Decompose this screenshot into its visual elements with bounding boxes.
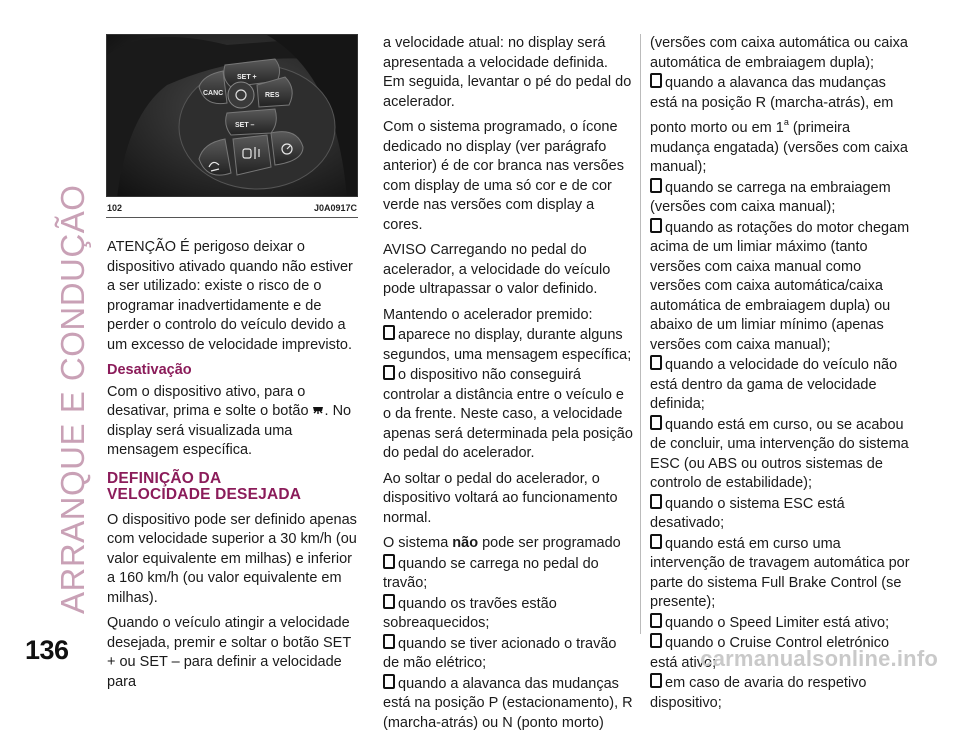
bullet-icon: [650, 494, 662, 509]
bullet-icon: [650, 613, 662, 628]
list-item: quando se carrega na embraiagem (versões com caixa manual);: [650, 178, 910, 218]
list-item: o dispositivo não conseguirá controlar a distância entre o veículo e o da frente. Neste caso, a velocidade apenas será determinada pela posição do pedal do acelerador.: [383, 365, 633, 464]
bullet-icon: [650, 355, 662, 370]
steering-wheel-controls-figure: [106, 34, 358, 197]
steering-wheel-illustration: [107, 35, 358, 197]
list-item: quando o Cruise Control eletrónico está ativo;: [650, 633, 910, 673]
text-column-3: [650, 34, 910, 713]
section-title: DEFINIÇÃO DA VELOCIDADE DESEJADA: [107, 471, 362, 503]
bullet-icon: [650, 178, 662, 193]
list-item: quando as rotações do motor chegam acima de um limiar máximo (tanto versões com caixa manual como versões com caixa automática/caixa automática de embraiagem dupla) ou abaixo de um limiar mínimo (apenas versões com caixa manual);: [650, 218, 910, 356]
list-item: quando o sistema ESC está desativado;: [650, 494, 910, 534]
list-item: quando está em curso, ou se acabou de concluir, uma intervenção do sistema ESC (ou ABS ou outros sistemas de controlo de estabilidade);: [650, 415, 910, 494]
list-item: quando a alavanca das mudanças está na posição P (estacionamento), R (marcha-atrás) ou N (ponto morto): [383, 674, 633, 733]
list-item: quando se tiver acionado o travão de mão elétrico;: [383, 634, 633, 674]
list-item: quando se carrega no pedal do travão;: [383, 554, 633, 594]
bullet-icon: [650, 415, 662, 430]
canc-button-label: CANC: [203, 90, 223, 97]
paragraph: a velocidade atual: no display será apresentada a velocidade definida. Em seguida, levantar o pé do pedal do acelerador.: [383, 34, 633, 112]
text-column-1: [107, 238, 362, 698]
list-item: quando a velocidade do veículo não está dentro da gama de velocidade definida;: [650, 355, 910, 415]
figure-number: 102: [107, 203, 122, 213]
bullet-icon: [383, 674, 395, 689]
set-plus-button-label: SET +: [237, 74, 257, 81]
watermark: carmanualsonline.info: [700, 646, 938, 672]
list-item: em caso de avaria do respetivo dispositivo;: [650, 673, 910, 713]
column-divider: [640, 34, 641, 634]
cruise-control-button-icon: [311, 403, 325, 417]
list-item: quando os travões estão sobreaquecidos;: [383, 594, 633, 634]
notice-paragraph: AVISO Carregando no pedal do acelerador, a velocidade do veículo pode ultrapassar o valor definido.: [383, 241, 633, 300]
text-column-2: [383, 34, 633, 733]
set-minus-button-label: SET –: [235, 122, 255, 129]
subsection-title: Desativação: [107, 361, 362, 381]
bullet-icon: [383, 594, 395, 609]
list-item: quando está em curso uma intervenção de travagem automática por parte do sistema Full Brake Control (se presente);: [650, 534, 910, 613]
bullet-icon: [650, 673, 662, 688]
list-item: aparece no display, durante alguns segundos, uma mensagem específica;: [383, 325, 633, 365]
bullet-icon: [383, 365, 395, 380]
paragraph: Mantendo o acelerador premido:: [383, 306, 633, 326]
bullet-icon: [650, 73, 662, 88]
page-number: 136: [25, 635, 69, 666]
paragraph: O sistema não pode ser programado: [383, 534, 633, 554]
bullet-icon: [383, 554, 395, 569]
bullet-icon: [650, 633, 662, 648]
list-item: quando o Speed Limiter está ativo;: [650, 613, 910, 634]
warning-paragraph: ATENÇÃO É perigoso deixar o dispositivo ativado quando não estiver a ser utilizado: existe o risco de o programar inadvertidamente e de perder o controlo do veículo devido a um excesso de velocidade imprevisto.: [107, 238, 362, 355]
bullet-icon: [383, 325, 395, 340]
paragraph: Com o sistema programado, o ícone dedicado no display (ver parágrafo anterior) é de cor branca nas versões com display de uma só cor e de cor verde nas versões com display a cores.: [383, 118, 633, 235]
list-item: quando a alavanca das mudanças está na posição R (marcha-atrás), em ponto morto ou em 1$^a$ (primeira mudança engatada) (versões com caixa manual);: [650, 73, 910, 178]
figure-caption: [106, 201, 358, 218]
speed-range-paragraph: O dispositivo pode ser definido apenas com velocidade superior a 30 km/h (ou valor equivalente em milhas) e inferior a 160 km/h (ou valor equivalente em milhas).: [107, 511, 362, 609]
set-speed-paragraph: Quando o veículo atingir a velocidade desejada, premir e soltar o botão SET + ou SET – para definir a velocidade para: [107, 614, 362, 692]
deactivation-paragraph: Com o dispositivo ativo, para o desativar, prima e solte o botão . No display será visualizada uma mensagem específica.: [107, 383, 362, 461]
chapter-side-title: ARRANQUE E CONDUÇÃO: [46, 24, 82, 624]
paragraph: (versões com caixa automática ou caixa automática de embraiagem dupla);: [650, 34, 910, 73]
figure-code: J0A0917C: [314, 203, 357, 213]
bullet-icon: [650, 534, 662, 549]
res-button-label: RES: [265, 92, 280, 99]
bullet-icon: [383, 634, 395, 649]
paragraph: Ao soltar o pedal do acelerador, o dispositivo voltará ao funcionamento normal.: [383, 470, 633, 529]
bullet-icon: [650, 218, 662, 233]
